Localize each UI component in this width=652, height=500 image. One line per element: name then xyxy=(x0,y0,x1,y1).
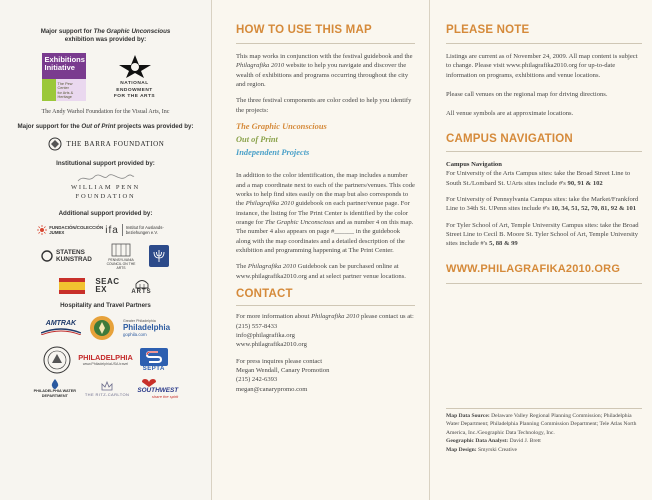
component-graphic-unconscious: The Graphic Unconscious xyxy=(236,122,327,132)
notes-body xyxy=(446,52,642,119)
contact-website[interactable]: www.philagrafika2010.org xyxy=(236,341,307,349)
contact-rule xyxy=(236,305,415,306)
gu-sponsor-logos xyxy=(10,53,201,101)
menorah-emblem-icon xyxy=(148,244,170,268)
website-rule xyxy=(446,283,642,284)
gophila-logo: Greater Philadelphia Philadelphia gophila.com xyxy=(122,318,171,337)
press-contact: For press inquires please contact Megan Wendall, Canary Promotion (215) 242-6393 megan@canarypromo.com xyxy=(236,357,330,393)
warhol-credit: The Andy Warhol Foundation for the Visual Arts, Inc xyxy=(41,108,170,115)
water-badge-icon xyxy=(89,315,115,341)
howto-title: HOW TO USE THIS MAP xyxy=(236,24,372,36)
campus-tyler: For Tyler School of Art, Temple University Campus sites: take the Broad Street Line to Cecil B. Moore St. Tyler School of Art, Temple University sites include #'s 5, 88 & 99 xyxy=(446,221,639,248)
ifa-logo: ifa Institut für Auslands-beziehungen e.V. xyxy=(105,224,164,236)
barra-emblem-icon xyxy=(47,137,63,151)
please-note-rule xyxy=(446,43,642,44)
additional-heading: Additional support provided by: xyxy=(58,209,153,217)
howto-p2: The three festival components are color coded to help you identify the projects: xyxy=(236,97,412,114)
press-email[interactable]: megan@canarypromo.com xyxy=(236,385,308,393)
water-drop-icon xyxy=(48,379,62,389)
barra-foundation-logo: THE BARRA FOUNDATION xyxy=(10,137,201,151)
campus-rule xyxy=(446,151,642,152)
philadelphia-tourism-logo: PHILADELPHIA www.PhiladelphiaUSA.travel xyxy=(78,353,133,367)
institutional-heading: Institutional support provided by: xyxy=(56,160,155,168)
exhibitions-initiative-logo: Exhibitions Initiative The Pew Center for Arts & Heritage xyxy=(42,53,86,101)
amtrak-wave-icon xyxy=(41,327,81,335)
additional-logos-row-3 xyxy=(10,277,201,295)
geo-analyst: Geographic Data Analyst: David J. Brett xyxy=(446,438,541,445)
contact-info: For more information about Philagrafika 2010 please contact us at: (215) 557-8433 info@philagrafika.org www.philagrafika2010.org xyxy=(236,313,414,349)
spain-flag-icon xyxy=(59,278,85,294)
howto-p4: The Philagrafika 2010 Guidebook can be purchased online at www.philagrafika2010.org and at select partner venue locations. xyxy=(236,263,406,280)
component-out-of-print: Out of Print xyxy=(236,135,278,145)
jumex-sun-icon xyxy=(37,225,47,235)
nea-star-icon xyxy=(117,53,153,79)
oop-support-heading: Major support for the Out of Print projects was provided by: xyxy=(17,122,194,130)
campus-uarts: For University of the Arts Campus sites: take the Broad Street Line to South St./Lombard St. UArts sites include #'s 90, 91 & 102 xyxy=(446,170,631,187)
sponsors-panel xyxy=(0,0,212,500)
spain-gov-logo xyxy=(59,278,85,294)
howto-p3: In addition to the color identification, the map includes a number and a map coordinate next to each of the partners/venues. This code works to help find sites easily on the map but also corresponds to the Philagrafika 2010 guidebook on each partner/venue page. For instance, the listing for The Print Center is identified by the color orange for The Graphic Unconscious and as number 4 on this map. The number 4 also appears on page #______ in the guidebook along with the map coordinates and a detailed description of the exhibition and programming happening at The Print Center. xyxy=(236,172,415,255)
water-badge-logo xyxy=(89,315,115,341)
contact-body xyxy=(236,312,415,394)
notes-p1: Listings are current as of November 24, 2009. All map content is subject to change. Please visit www.philagrafika2010.org for up-to-date information on programs, exhibitions and venue locations. xyxy=(446,53,638,79)
septa-s-icon xyxy=(140,348,168,366)
pa-council-icon xyxy=(110,242,132,258)
contact-email[interactable]: info@philagrafika.org xyxy=(236,331,295,339)
amtrak-logo: AMTRAK xyxy=(41,320,81,335)
statens-circle-icon xyxy=(41,250,53,262)
component-list xyxy=(236,120,415,159)
statens-kunstrad-logo: STATENS KUNSTRAD xyxy=(41,249,94,263)
notes-p3: All venue symbols are at approximate locations. xyxy=(446,110,574,118)
howto-rule xyxy=(236,43,415,44)
campus-subtitle: Campus Navigation xyxy=(446,160,502,168)
ritz-carlton-logo: THE RITZ-CARLTON xyxy=(85,380,129,397)
map-data-source: Map Data Source: Delaware Valley Regional Planning Commission; Philadelphia Water Department; Philadelphia Planning Commission Department; Tele Atlas North America, Inc./Geographic Data Technology, Inc. xyxy=(446,413,637,436)
gu-support-heading: Major support for The Graphic Unconscious exhibition was provided by: xyxy=(40,28,171,44)
notes-panel xyxy=(430,0,652,500)
credits-block xyxy=(446,408,642,454)
hospitality-logos-row-1 xyxy=(10,315,201,341)
hospitality-heading: Hospitality and Travel Partners xyxy=(60,301,151,309)
additional-logos-row-2 xyxy=(10,242,201,270)
campus-title: CAMPUS NAVIGATION xyxy=(446,132,573,145)
please-note-title: PLEASE NOTE xyxy=(446,24,530,36)
southwest-heart-icon xyxy=(137,379,161,387)
septa-logo: SEPTA xyxy=(140,348,168,372)
website-link[interactable]: WWW.PHILAGRAFIKA2010.ORG xyxy=(446,262,621,275)
hospitality-logos-row-2 xyxy=(10,346,201,374)
pa-council-logo: PENNSYLVANIA COUNCIL ON THE ARTS xyxy=(104,242,138,270)
william-penn-logo: WILLIAM PENN FOUNDATION xyxy=(10,172,201,202)
seacex-logo: SEACEX xyxy=(95,276,120,294)
map-design: Map Design: Smyrski Creative xyxy=(446,446,518,453)
seal-logo xyxy=(43,346,71,374)
phila-water-logo: PHILADELPHIA WATER DEPARTMENT xyxy=(33,379,77,398)
nea-logo: NATIONAL ENDOWMENT FOR THE ARTS xyxy=(100,53,170,100)
jumex-logo: FUNDACIÓN/COLECCIÓN JUMEX xyxy=(37,225,99,236)
southwest-logo: SOUTHWEST share the spirit xyxy=(137,379,178,399)
notes-p2: Please call venues on the regional map for driving directions. xyxy=(446,91,608,99)
city-seal-icon xyxy=(43,346,71,374)
campus-upenn: For University of Pennsylvania Campus sites: take the Market/Frankford Line to 34th St. UPenn sites include #'s 10, 34, 51, 52, 70, 81, 92 & 101 xyxy=(446,195,639,213)
contact-title: CONTACT xyxy=(236,288,293,301)
component-independent-projects: Independent Projects xyxy=(236,148,310,158)
dome-icon xyxy=(134,277,150,289)
penn-signature-icon xyxy=(76,172,136,184)
israel-emblem-logo xyxy=(148,244,170,268)
howto-panel xyxy=(212,0,430,500)
hospitality-logos-row-3 xyxy=(10,379,201,399)
howto-body xyxy=(236,52,415,281)
campus-body xyxy=(446,160,642,249)
nea-arts-logo: ARTS xyxy=(131,277,151,295)
additional-logos-row-1 xyxy=(10,224,201,236)
contact-phone: (215) 557-8433 xyxy=(236,322,278,330)
ritz-crown-icon xyxy=(100,380,114,392)
howto-p1: This map works in conjunction with the festival guidebook and the Philagrafika 2010 website to help you navigate and discover the wealth of exhibitions and programs occurring throughout the city and region. xyxy=(236,53,413,89)
